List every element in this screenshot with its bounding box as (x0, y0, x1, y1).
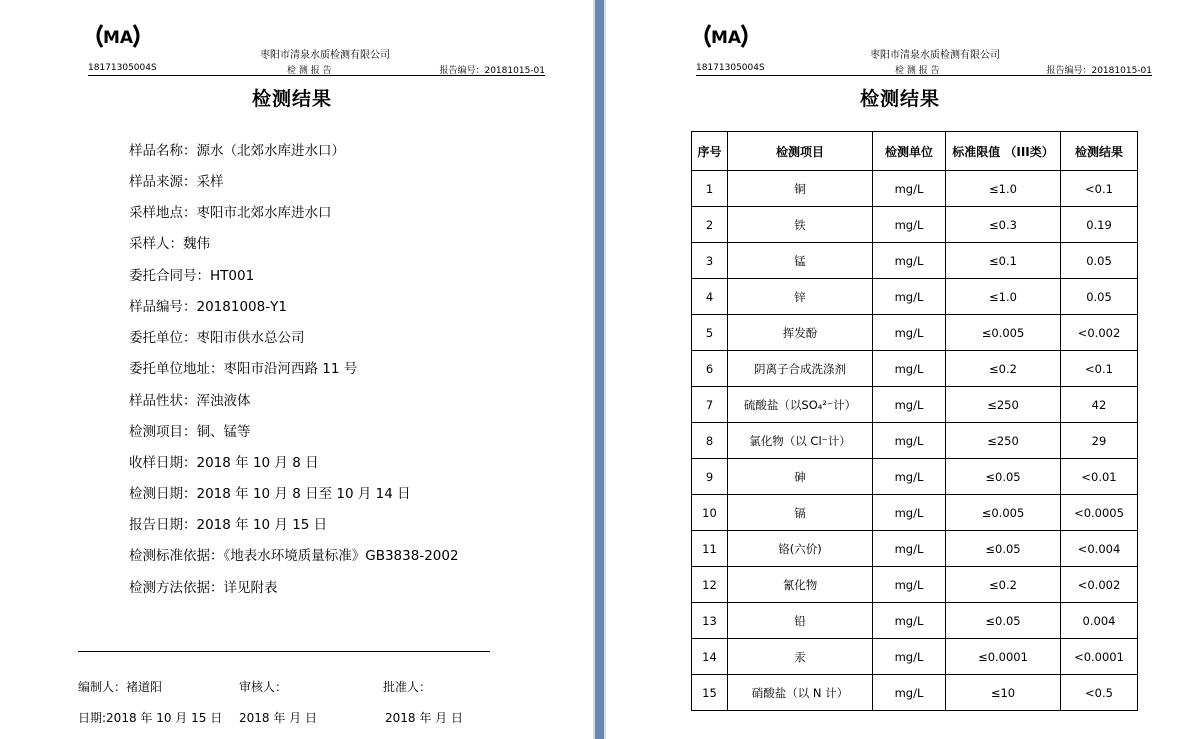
field-sample-name: 样品名称：源水（北郊水库进水口） (129, 143, 345, 159)
company-name: 枣阳市清泉水质检测有限公司 (260, 50, 390, 61)
field-sampling-location: 采样地点：枣阳市北郊水库进水口 (129, 205, 332, 221)
field-test-standard: 检测标准依据：《地表水环境质量标准》GB3838-2002 (129, 548, 459, 564)
cell-serial: 3 (692, 243, 728, 279)
cell-unit: mg/L (873, 603, 946, 639)
cell-unit: mg/L (873, 495, 946, 531)
header-unit: 检测单位 (873, 132, 946, 171)
cma-logo-icon (92, 22, 144, 50)
field-sample-source: 样品来源：采样 (129, 174, 224, 190)
approver-date: 2018 年 月 日 (385, 711, 463, 725)
cell-standard-limit: ≤10 (946, 675, 1061, 711)
report-header-row (696, 63, 1152, 75)
report-number: 报告编号：20181015-01 (439, 66, 545, 76)
cell-unit: mg/L (873, 675, 946, 711)
table-row (692, 351, 1138, 387)
reviewer-signature: 审核人： (239, 680, 288, 694)
cell-unit: mg/L (873, 459, 946, 495)
field-sample-no: 样品编号：20181008-Y1 (129, 299, 287, 315)
cell-standard-limit: ≤0.2 (946, 567, 1061, 603)
table-header-row (692, 132, 1138, 171)
table-row (692, 675, 1138, 711)
report-type: 检 测 报 告 (895, 66, 940, 76)
cell-serial: 4 (692, 279, 728, 315)
cell-result: 29 (1061, 423, 1138, 459)
field-test-date: 检测日期：2018 年 10 月 8 日至 10 月 14 日 (129, 486, 411, 502)
cell-result: <0.002 (1061, 567, 1138, 603)
report-page-left (0, 0, 593, 739)
cell-serial: 2 (692, 207, 728, 243)
cell-result: <0.0005 (1061, 495, 1138, 531)
reviewer-date: 2018 年 月 日 (239, 711, 317, 725)
header-test-item: 检测项目 (728, 132, 873, 171)
table-row (692, 387, 1138, 423)
approver-signature: 批准人： (383, 680, 432, 694)
field-report-date: 报告日期：2018 年 10 月 15 日 (129, 517, 328, 533)
table-row (692, 243, 1138, 279)
cell-standard-limit: ≤0.0001 (946, 639, 1061, 675)
phone-number: 18171305004S (88, 63, 157, 73)
cell-unit: mg/L (873, 351, 946, 387)
cell-test-item: 汞 (728, 639, 873, 675)
table-row (692, 315, 1138, 351)
cell-unit: mg/L (873, 531, 946, 567)
cell-standard-limit: ≤1.0 (946, 279, 1061, 315)
cell-unit: mg/L (873, 315, 946, 351)
field-client: 委托单位：枣阳市供水总公司 (129, 330, 305, 346)
cell-standard-limit: ≤250 (946, 423, 1061, 459)
cell-result: <0.1 (1061, 171, 1138, 207)
cell-serial: 10 (692, 495, 728, 531)
field-receive-date: 收样日期：2018 年 10 月 8 日 (129, 455, 319, 471)
cell-serial: 15 (692, 675, 728, 711)
table-row (692, 495, 1138, 531)
company-name: 枣阳市清泉水质检测有限公司 (870, 50, 1000, 61)
cell-test-item: 锰 (728, 243, 873, 279)
cell-standard-limit: ≤0.005 (946, 495, 1061, 531)
cell-unit: mg/L (873, 279, 946, 315)
cell-serial: 9 (692, 459, 728, 495)
header-rule (696, 75, 1152, 76)
phone-number: 18171305004S (696, 63, 765, 73)
header-result: 检测结果 (1061, 132, 1138, 171)
cell-test-item: 氯化物（以 Cl⁻计） (728, 423, 873, 459)
cell-unit: mg/L (873, 207, 946, 243)
cell-standard-limit: ≤250 (946, 387, 1061, 423)
page-title: 检测结果 (252, 88, 333, 110)
cell-standard-limit: ≤0.05 (946, 531, 1061, 567)
table-row (692, 279, 1138, 315)
cell-test-item: 铜 (728, 171, 873, 207)
report-page-right (606, 0, 1201, 739)
cell-serial: 6 (692, 351, 728, 387)
cell-unit: mg/L (873, 171, 946, 207)
cell-result: 0.05 (1061, 279, 1138, 315)
page-title: 检测结果 (860, 88, 941, 110)
signature-rule (78, 651, 490, 652)
compiler-date: 日期:2018 年 10 月 15 日 (78, 711, 223, 725)
field-contract-no: 委托合同号：HT001 (129, 268, 255, 284)
cell-serial: 7 (692, 387, 728, 423)
cell-standard-limit: ≤0.05 (946, 459, 1061, 495)
field-test-method: 检测方法依据：详见附表 (129, 580, 278, 596)
cell-test-item: 铬(六价) (728, 531, 873, 567)
cell-standard-limit: ≤1.0 (946, 171, 1061, 207)
cell-standard-limit: ≤0.05 (946, 603, 1061, 639)
cell-test-item: 挥发酚 (728, 315, 873, 351)
cell-serial: 8 (692, 423, 728, 459)
cell-result: <0.0001 (1061, 639, 1138, 675)
cell-test-item: 锌 (728, 279, 873, 315)
cell-test-item: 铅 (728, 603, 873, 639)
page-divider (593, 0, 606, 739)
cell-serial: 1 (692, 171, 728, 207)
cell-standard-limit: ≤0.1 (946, 243, 1061, 279)
cell-standard-limit: ≤0.005 (946, 315, 1061, 351)
svg-text:MA: MA (710, 28, 742, 48)
cell-unit: mg/L (873, 423, 946, 459)
table-row (692, 639, 1138, 675)
field-sampler: 采样人：魏伟 (129, 236, 210, 252)
cell-unit: mg/L (873, 567, 946, 603)
cell-unit: mg/L (873, 387, 946, 423)
cell-unit: mg/L (873, 243, 946, 279)
cell-result: 42 (1061, 387, 1138, 423)
cell-result: 0.19 (1061, 207, 1138, 243)
cell-result: 0.004 (1061, 603, 1138, 639)
table-row (692, 423, 1138, 459)
results-table-body (692, 171, 1138, 711)
cell-result: <0.1 (1061, 351, 1138, 387)
cell-test-item: 铁 (728, 207, 873, 243)
cma-logo-icon (700, 22, 752, 50)
table-row (692, 531, 1138, 567)
cell-test-item: 镉 (728, 495, 873, 531)
table-row (692, 567, 1138, 603)
field-test-items: 检测项目：铜、锰等 (129, 424, 251, 440)
cell-result: <0.01 (1061, 459, 1138, 495)
cell-result: <0.5 (1061, 675, 1138, 711)
results-table (691, 131, 1138, 711)
svg-text:MA: MA (102, 28, 134, 48)
cell-test-item: 砷 (728, 459, 873, 495)
report-type: 检 测 报 告 (287, 66, 332, 76)
cell-result: 0.05 (1061, 243, 1138, 279)
cell-standard-limit: ≤0.3 (946, 207, 1061, 243)
cell-serial: 5 (692, 315, 728, 351)
cell-test-item: 氰化物 (728, 567, 873, 603)
cell-result: <0.004 (1061, 531, 1138, 567)
report-header-row (88, 63, 545, 75)
table-row (692, 603, 1138, 639)
header-rule (88, 75, 545, 76)
cell-result: <0.002 (1061, 315, 1138, 351)
table-row (692, 171, 1138, 207)
field-client-address: 委托单位地址：枣阳市沿河西路 11 号 (129, 361, 358, 377)
cell-unit: mg/L (873, 639, 946, 675)
cell-serial: 13 (692, 603, 728, 639)
header-serial: 序号 (692, 132, 728, 171)
header-standard-limit: 标准限值 （III类） (946, 132, 1061, 171)
cell-test-item: 硫酸盐（以SO₄²⁻计） (728, 387, 873, 423)
table-row (692, 207, 1138, 243)
table-row (692, 459, 1138, 495)
cell-test-item: 硝酸盐（以 N 计） (728, 675, 873, 711)
field-sample-state: 样品性状：浑浊液体 (129, 393, 251, 409)
cell-serial: 12 (692, 567, 728, 603)
cell-serial: 14 (692, 639, 728, 675)
report-number: 报告编号：20181015-01 (1046, 66, 1152, 76)
cell-standard-limit: ≤0.2 (946, 351, 1061, 387)
cell-serial: 11 (692, 531, 728, 567)
compiler-signature: 编制人：褚道阳 (78, 680, 163, 694)
cell-test-item: 阴离子合成洗涤剂 (728, 351, 873, 387)
